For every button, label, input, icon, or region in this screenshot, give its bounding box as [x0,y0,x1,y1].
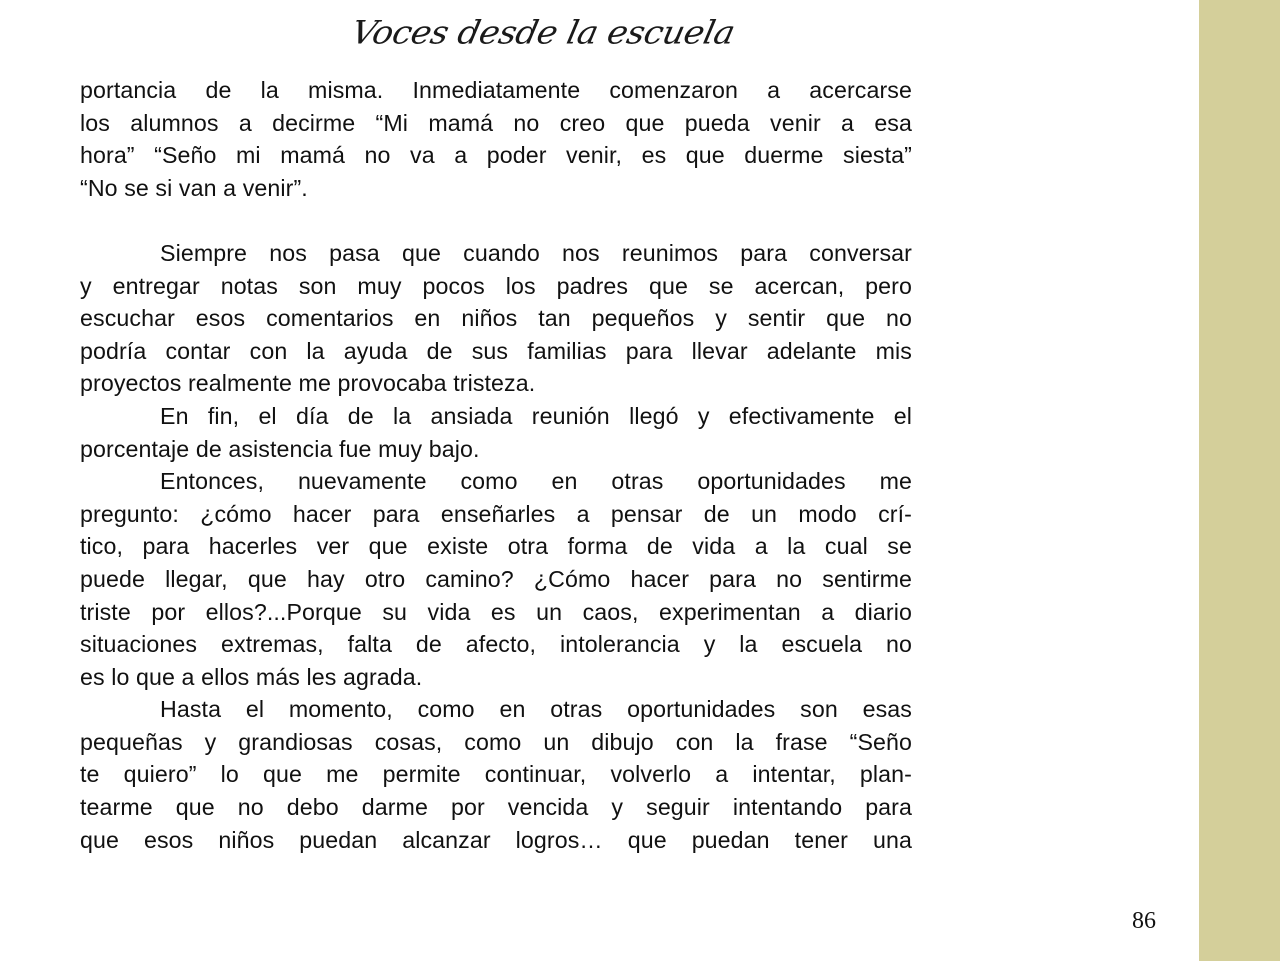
text-line: Siempre nos pasa que cuando nos reunimos para conversar [160,239,912,266]
text-line: los alumnos a decirme “Mi mamá no creo que pueda venir a esa [80,109,912,136]
text-line: pequeñas y grandiosas cosas, como un dibujo con la frase “Seño [80,728,912,755]
paragraph [80,693,912,856]
text-line: tico, para hacerles ver que existe otra forma de vida a la cual se [80,533,912,560]
text-line: En fin, el día de la ansiada reunión llegó y efectivamente el [160,402,912,429]
text-line: puede llegar, que hay otro camino? ¿Cómo hacer para no sentirme [80,565,912,592]
paragraph [80,74,912,204]
text-line: y entregar notas son muy pocos los padres que se acercan, pero [80,272,912,299]
paragraph [80,237,912,400]
running-header: Voces desde la escuela [347,14,739,52]
text-line: es lo que a ellos más les agrada. [80,663,423,690]
text-line: que esos niños puedan alcanzar logros… que puedan tener una [80,826,912,853]
text-line: Entonces, nuevamente como en otras oportunidades me [160,468,912,495]
text-line: portancia de la misma. Inmediatamente comenzaron a acercarse [80,77,912,103]
text-line: escuchar esos comentarios en niños tan pequeños y sentir que no [80,305,912,332]
text-line: Hasta el momento, como en otras oportunidades son esas [160,696,912,723]
text-line: “No se si van a venir”. [80,174,308,201]
text-line: proyectos realmente me provocaba tristeza. [80,370,536,397]
text-line: podría contar con la ayuda de sus familias para llevar adelante mis [80,337,912,364]
paragraph [80,465,912,693]
text-line: te quiero” lo que me permite continuar, volverlo a intentar, plan- [80,761,912,788]
text-line: pregunto: ¿cómo hacer para enseñarles a pensar de un modo crí- [80,500,912,527]
text-line: porcentaje de asistencia fue muy bajo. [80,435,480,462]
text-line: situaciones extremas, falta de afecto, intolerancia y la escuela no [80,631,912,658]
paragraph-spacer [80,204,912,237]
paragraph [80,400,912,465]
page-body-text [80,74,912,856]
text-line: tearme que no debo darme por vencida y seguir intentando para [80,794,912,821]
text-line: triste por ellos?...Porque su vida es un caos, experimentan a diario [80,598,912,625]
side-color-band [1199,0,1280,961]
text-line: hora” “Seño mi mamá no va a poder venir, es que duerme siesta” [80,142,912,169]
page-number: 86 [1132,908,1156,934]
